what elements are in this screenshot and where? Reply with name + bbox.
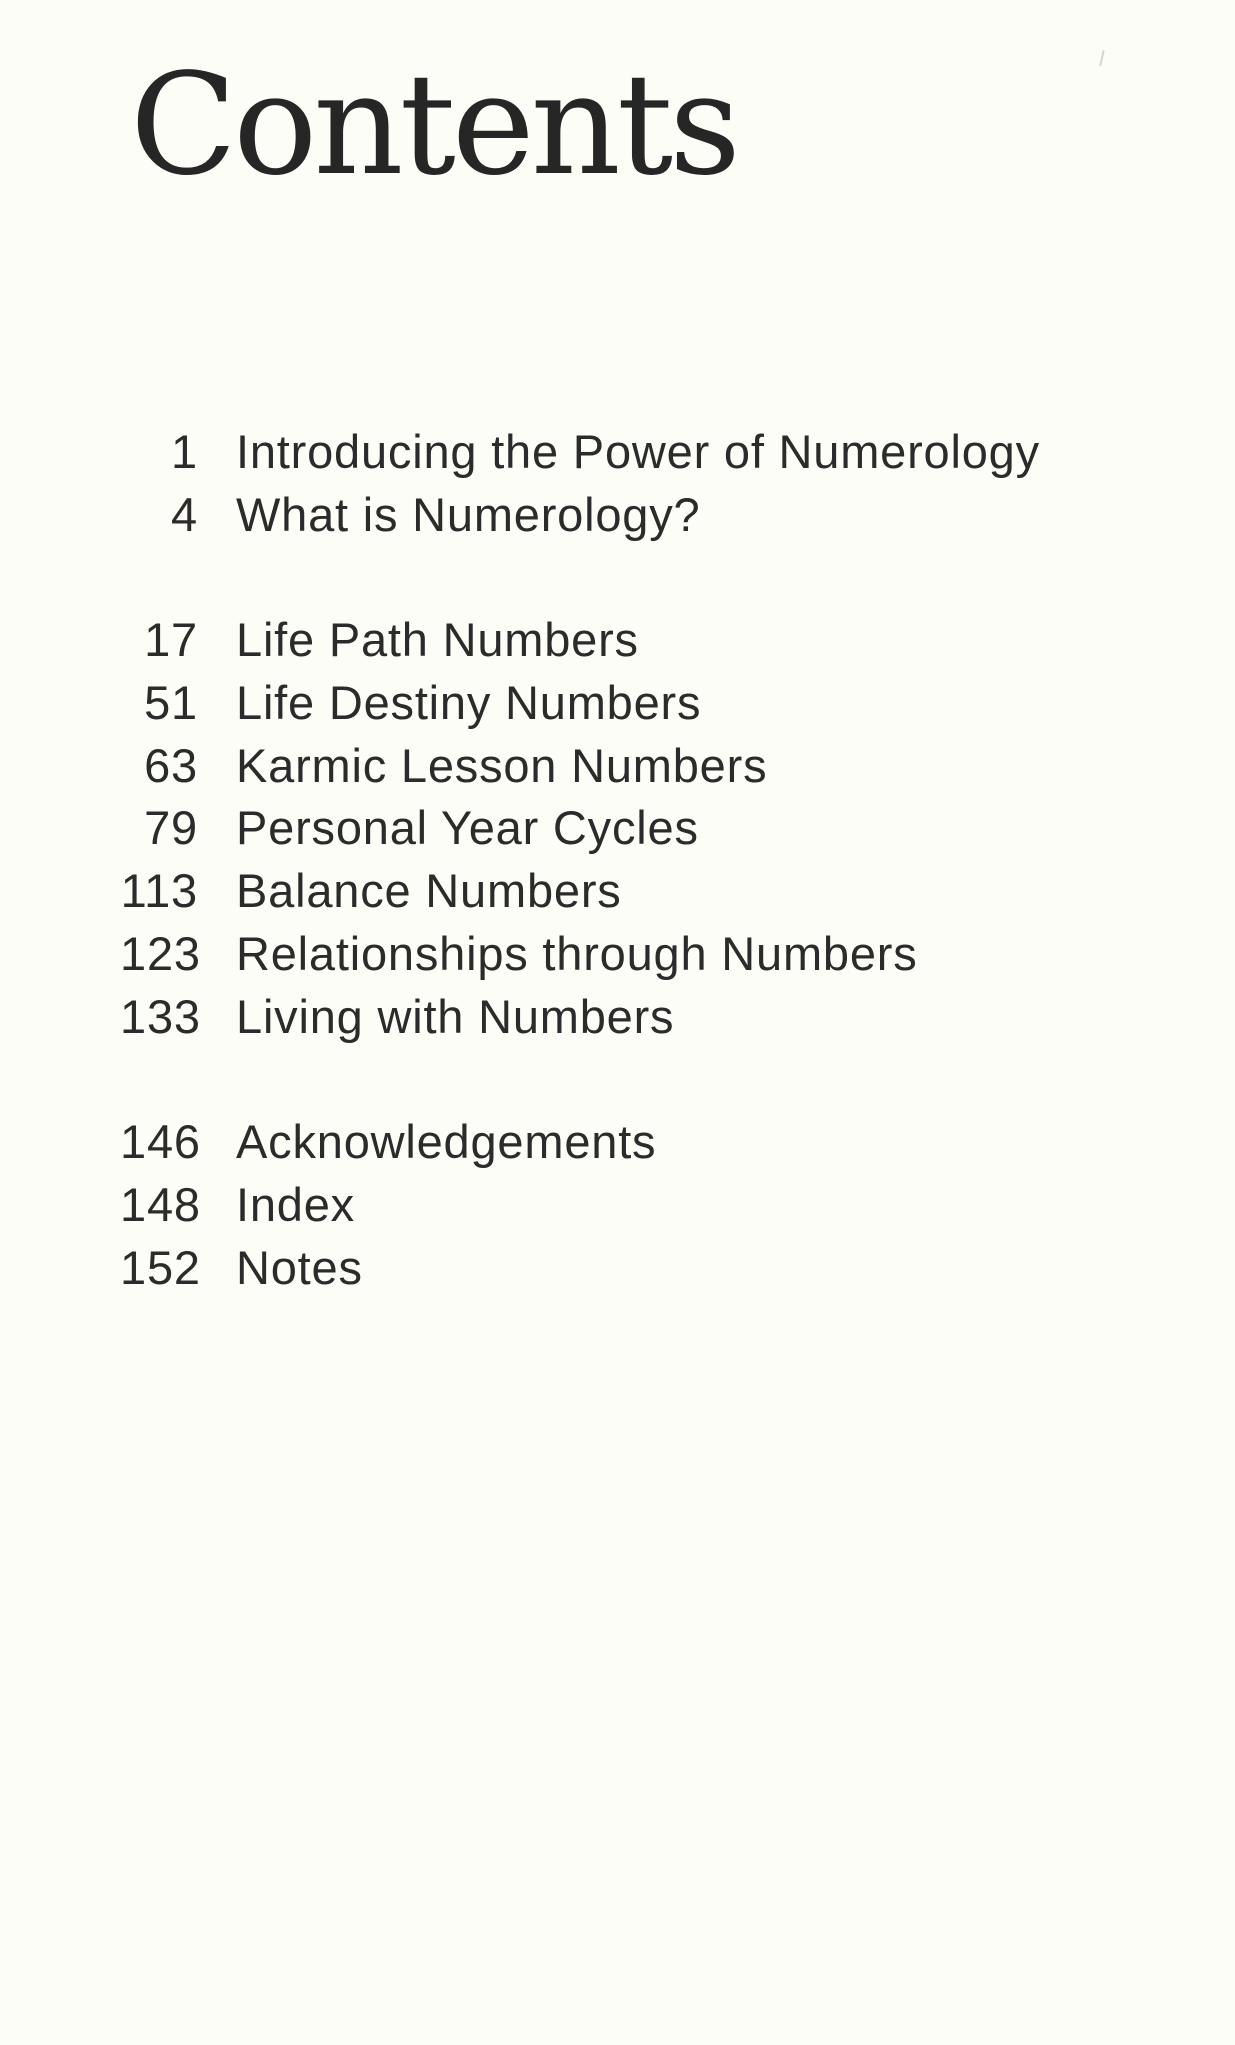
toc-page-number: 79: [144, 801, 198, 855]
toc-entry-title: Index: [236, 1177, 355, 1231]
toc-entry-title: Karmic Lesson Numbers: [236, 738, 768, 792]
toc-entry[interactable]: [120, 675, 1120, 738]
toc-entry[interactable]: [120, 989, 1120, 1052]
toc-group-backmatter: [120, 1114, 1120, 1302]
toc-entry[interactable]: [120, 800, 1120, 863]
toc-page-number: 113: [120, 864, 198, 918]
scan-mark: [1099, 50, 1104, 66]
toc-entry[interactable]: [120, 1114, 1120, 1177]
toc-entry-title: Living with Numbers: [236, 989, 675, 1043]
toc-entry[interactable]: [120, 926, 1120, 989]
toc-entry[interactable]: [120, 424, 1120, 487]
toc-page-number: 63: [144, 738, 198, 792]
toc-entry[interactable]: [120, 863, 1120, 926]
toc-entry[interactable]: [120, 487, 1120, 550]
toc-entry-title: Notes: [236, 1240, 363, 1294]
toc-page-number: 146: [120, 1115, 201, 1169]
toc-entry[interactable]: [120, 1240, 1120, 1303]
toc-page-number: 133: [120, 989, 201, 1043]
toc-entry-title: Relationships through Numbers: [236, 926, 918, 980]
toc-page-number: 1: [171, 425, 198, 478]
toc-entry[interactable]: [120, 612, 1120, 675]
toc-entry[interactable]: [120, 1177, 1120, 1240]
toc-page-number: 51: [144, 676, 198, 730]
toc-entry-title: Introducing the Power of Numerology: [236, 425, 1040, 478]
toc-entry-title: Life Path Numbers: [236, 613, 639, 667]
table-of-contents: [120, 424, 1120, 1365]
toc-entry[interactable]: [120, 738, 1120, 801]
toc-entry-title: Balance Numbers: [236, 864, 622, 918]
toc-page-number: 4: [171, 487, 198, 541]
toc-entry-title: Acknowledgements: [236, 1115, 657, 1169]
toc-entry-title: Life Destiny Numbers: [236, 676, 702, 730]
toc-group-chapters: [120, 612, 1120, 1051]
toc-entry-title: What is Numerology?: [236, 487, 701, 541]
toc-page-number: 152: [120, 1240, 201, 1294]
toc-page-number: 17: [144, 613, 198, 667]
toc-page-number: 148: [120, 1177, 201, 1231]
toc-page-number: 123: [120, 926, 201, 980]
toc-group-intro: [120, 424, 1120, 549]
toc-entry-title: Personal Year Cycles: [236, 801, 699, 855]
page-title: Contents: [130, 44, 737, 207]
